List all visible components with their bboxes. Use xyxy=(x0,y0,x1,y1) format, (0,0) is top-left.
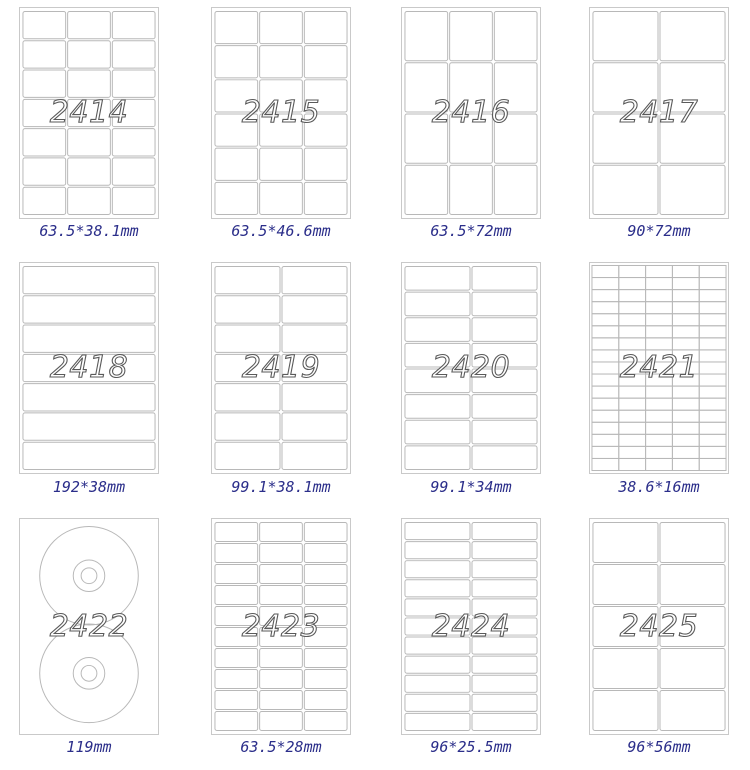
label-cell xyxy=(660,523,725,563)
label-cell xyxy=(112,41,155,68)
label-cell xyxy=(592,434,619,446)
label-cell xyxy=(405,292,470,316)
label-cell xyxy=(405,694,470,711)
label-cell xyxy=(23,41,66,68)
label-size-caption: 96*25.5mm xyxy=(430,738,512,756)
label-cell xyxy=(405,446,470,470)
label-cell xyxy=(405,395,470,419)
label-cell xyxy=(660,690,725,730)
label-cell xyxy=(699,458,726,470)
label-cell xyxy=(23,325,155,352)
label-size-caption: 99.1*34mm xyxy=(430,478,512,496)
label-cell xyxy=(593,11,658,60)
label-cell xyxy=(68,11,111,38)
label-cell xyxy=(592,290,619,302)
label-cell xyxy=(304,46,347,78)
label-cell xyxy=(660,648,725,688)
label-cell xyxy=(304,148,347,180)
label-cell xyxy=(215,148,258,180)
label-cell xyxy=(646,302,673,314)
label-cell xyxy=(112,187,155,214)
label-cell xyxy=(260,46,303,78)
label-cell xyxy=(592,265,619,277)
label-cell xyxy=(646,265,673,277)
label-cell xyxy=(260,585,303,604)
label-cell xyxy=(282,384,347,411)
label-cell xyxy=(215,413,280,440)
label-cell xyxy=(699,326,726,338)
label-cell xyxy=(304,711,347,730)
label-cell xyxy=(472,561,537,578)
label-cell xyxy=(282,266,347,293)
label-sheet-2414[interactable] xyxy=(19,7,159,219)
label-sheet-2418[interactable] xyxy=(19,262,159,474)
label-size-caption: 119mm xyxy=(66,738,112,756)
template-code: 2418 xyxy=(49,350,129,385)
label-cell xyxy=(619,265,646,277)
label-cell xyxy=(112,11,155,38)
label-cell xyxy=(672,278,699,290)
label-cell xyxy=(23,413,155,440)
label-cell xyxy=(215,544,258,563)
label-size-caption: 99.1*38.1mm xyxy=(231,478,331,496)
label-cell xyxy=(472,446,537,470)
label-cell xyxy=(304,690,347,709)
label-cell xyxy=(260,148,303,180)
label-cell xyxy=(593,165,658,214)
template-code: 2425 xyxy=(619,608,699,644)
label-cell xyxy=(593,564,658,604)
label-cell xyxy=(592,278,619,290)
label-cell xyxy=(215,564,258,583)
label-cell xyxy=(472,580,537,597)
label-sheet-2423[interactable] xyxy=(211,518,351,735)
label-cell xyxy=(672,398,699,410)
label-size-caption: 63.5*72mm xyxy=(430,222,512,240)
label-cell xyxy=(260,523,303,542)
label-cell xyxy=(215,325,280,352)
label-cell xyxy=(619,422,646,434)
label-sheet-2424[interactable] xyxy=(401,518,541,735)
label-cell xyxy=(699,290,726,302)
label-cell xyxy=(472,523,537,540)
label-cell xyxy=(593,523,658,563)
label-cell xyxy=(592,338,619,350)
label-cell xyxy=(699,434,726,446)
label-cell xyxy=(619,338,646,350)
label-cell xyxy=(619,326,646,338)
label-sheet-2420[interactable] xyxy=(401,262,541,474)
label-sheet-2415[interactable] xyxy=(211,7,351,219)
label-size-caption: 192*38mm xyxy=(52,478,126,496)
template-code: 2422 xyxy=(49,608,129,644)
label-cell xyxy=(260,690,303,709)
label-cell xyxy=(23,158,66,185)
label-cell xyxy=(23,70,66,97)
label-sheet-2421[interactable] xyxy=(589,262,729,474)
label-cell xyxy=(660,11,725,60)
label-cell xyxy=(646,314,673,326)
label-cell xyxy=(260,711,303,730)
label-cell xyxy=(472,656,537,673)
label-cell xyxy=(699,314,726,326)
label-cell xyxy=(112,158,155,185)
label-cell xyxy=(672,290,699,302)
label-cell xyxy=(646,326,673,338)
label-cell xyxy=(699,386,726,398)
label-cell xyxy=(660,165,725,214)
label-cell xyxy=(472,266,537,290)
template-code: 2414 xyxy=(49,95,129,130)
label-cell xyxy=(592,422,619,434)
label-cell xyxy=(699,398,726,410)
label-cell xyxy=(619,398,646,410)
label-size-caption: 63.5*28mm xyxy=(240,738,322,756)
label-cell xyxy=(450,165,493,214)
label-cell xyxy=(215,669,258,688)
label-cell xyxy=(646,278,673,290)
label-cell xyxy=(215,523,258,542)
label-size-caption: 63.5*38.1mm xyxy=(39,222,139,240)
label-cell xyxy=(672,410,699,422)
label-cell xyxy=(405,542,470,559)
label-cell xyxy=(304,585,347,604)
label-cell xyxy=(23,296,155,323)
template-code: 2419 xyxy=(241,350,321,385)
label-cell xyxy=(699,446,726,458)
template-code: 2416 xyxy=(431,95,511,130)
template-code: 2421 xyxy=(619,350,699,385)
label-cell xyxy=(592,386,619,398)
template-code: 2417 xyxy=(619,95,699,130)
label-size-caption: 90*72mm xyxy=(627,222,691,240)
label-cell xyxy=(646,398,673,410)
label-cell xyxy=(592,326,619,338)
label-cell xyxy=(592,458,619,470)
label-cell xyxy=(23,187,66,214)
label-cell xyxy=(304,669,347,688)
label-cell xyxy=(619,278,646,290)
label-cell xyxy=(215,266,280,293)
label-cell xyxy=(405,713,470,730)
label-cell xyxy=(68,158,111,185)
label-cell xyxy=(619,446,646,458)
label-cell xyxy=(593,690,658,730)
label-cell xyxy=(660,564,725,604)
label-cell xyxy=(68,70,111,97)
label-cell xyxy=(282,296,347,323)
label-cell xyxy=(619,290,646,302)
label-cell xyxy=(304,648,347,667)
label-cell xyxy=(646,410,673,422)
label-cell xyxy=(592,302,619,314)
label-cell xyxy=(592,314,619,326)
label-cell xyxy=(405,11,448,60)
label-cell xyxy=(282,442,347,469)
label-cell xyxy=(215,46,258,78)
label-cell xyxy=(672,338,699,350)
label-cell xyxy=(215,648,258,667)
label-cell xyxy=(472,395,537,419)
label-cell xyxy=(646,446,673,458)
label-cell xyxy=(260,648,303,667)
template-code: 2415 xyxy=(241,95,321,130)
label-sheet-2417[interactable] xyxy=(589,7,729,219)
label-cell xyxy=(646,458,673,470)
label-cell xyxy=(112,129,155,156)
label-cell xyxy=(405,420,470,444)
label-cell xyxy=(672,302,699,314)
label-cell xyxy=(619,458,646,470)
label-cell xyxy=(472,420,537,444)
label-cell xyxy=(472,675,537,692)
label-cell xyxy=(619,302,646,314)
label-cell xyxy=(215,11,258,43)
label-cell xyxy=(472,694,537,711)
label-cell xyxy=(215,182,258,214)
label-cell xyxy=(646,338,673,350)
label-cell xyxy=(592,446,619,458)
label-cell xyxy=(672,314,699,326)
label-cell xyxy=(450,11,493,60)
label-cell xyxy=(494,11,537,60)
label-cell xyxy=(23,11,66,38)
label-cell xyxy=(646,386,673,398)
label-cell xyxy=(646,434,673,446)
label-cell xyxy=(23,384,155,411)
label-cell xyxy=(23,442,155,469)
label-cell xyxy=(672,458,699,470)
label-cell xyxy=(472,713,537,730)
label-cell xyxy=(260,11,303,43)
label-cell xyxy=(472,318,537,342)
label-cell xyxy=(68,41,111,68)
label-size-caption: 38.6*16mm xyxy=(618,478,700,496)
label-sheet-2416[interactable] xyxy=(401,7,541,219)
label-cell xyxy=(472,292,537,316)
label-cell xyxy=(593,648,658,688)
label-cell xyxy=(472,542,537,559)
label-cell xyxy=(646,290,673,302)
label-cell xyxy=(282,325,347,352)
label-cell xyxy=(405,561,470,578)
label-cell xyxy=(405,523,470,540)
label-cell xyxy=(260,564,303,583)
label-cell xyxy=(215,585,258,604)
label-cell xyxy=(215,442,280,469)
label-cell xyxy=(672,326,699,338)
label-cell xyxy=(699,302,726,314)
label-sheet-2419[interactable] xyxy=(211,262,351,474)
label-sheet-2425[interactable] xyxy=(589,518,729,735)
label-cell xyxy=(260,544,303,563)
label-cell xyxy=(672,386,699,398)
label-cell xyxy=(215,384,280,411)
label-cell xyxy=(23,129,66,156)
label-cell xyxy=(405,675,470,692)
label-cell xyxy=(672,446,699,458)
template-code: 2424 xyxy=(431,608,511,644)
label-cell xyxy=(260,182,303,214)
label-cell xyxy=(405,580,470,597)
label-cell xyxy=(68,187,111,214)
label-cell xyxy=(215,690,258,709)
label-cell xyxy=(405,165,448,214)
label-cell xyxy=(699,422,726,434)
label-cell xyxy=(405,266,470,290)
label-cell xyxy=(592,410,619,422)
label-cell xyxy=(282,413,347,440)
label-size-caption: 63.5*46.6mm xyxy=(231,222,331,240)
label-cell xyxy=(68,129,111,156)
label-cell xyxy=(699,265,726,277)
label-cell xyxy=(304,564,347,583)
label-cell xyxy=(619,386,646,398)
label-cell xyxy=(672,422,699,434)
label-cell xyxy=(494,165,537,214)
label-cell xyxy=(112,70,155,97)
label-cell xyxy=(405,656,470,673)
template-code: 2423 xyxy=(241,608,321,644)
label-cell xyxy=(304,11,347,43)
label-cell xyxy=(672,434,699,446)
template-code: 2420 xyxy=(431,350,511,385)
label-cell xyxy=(405,318,470,342)
label-sheet-2422[interactable] xyxy=(19,518,159,735)
label-cell xyxy=(699,410,726,422)
label-cell xyxy=(215,711,258,730)
label-cell xyxy=(215,296,280,323)
label-cell xyxy=(304,544,347,563)
label-cell xyxy=(619,434,646,446)
label-size-caption: 96*56mm xyxy=(627,738,691,756)
label-cell xyxy=(23,266,155,293)
label-cell xyxy=(699,338,726,350)
label-cell xyxy=(260,669,303,688)
label-cell xyxy=(304,523,347,542)
label-cell xyxy=(672,265,699,277)
label-cell xyxy=(619,410,646,422)
label-cell xyxy=(699,278,726,290)
label-cell xyxy=(646,422,673,434)
label-cell xyxy=(592,398,619,410)
label-cell xyxy=(304,182,347,214)
label-cell xyxy=(619,314,646,326)
